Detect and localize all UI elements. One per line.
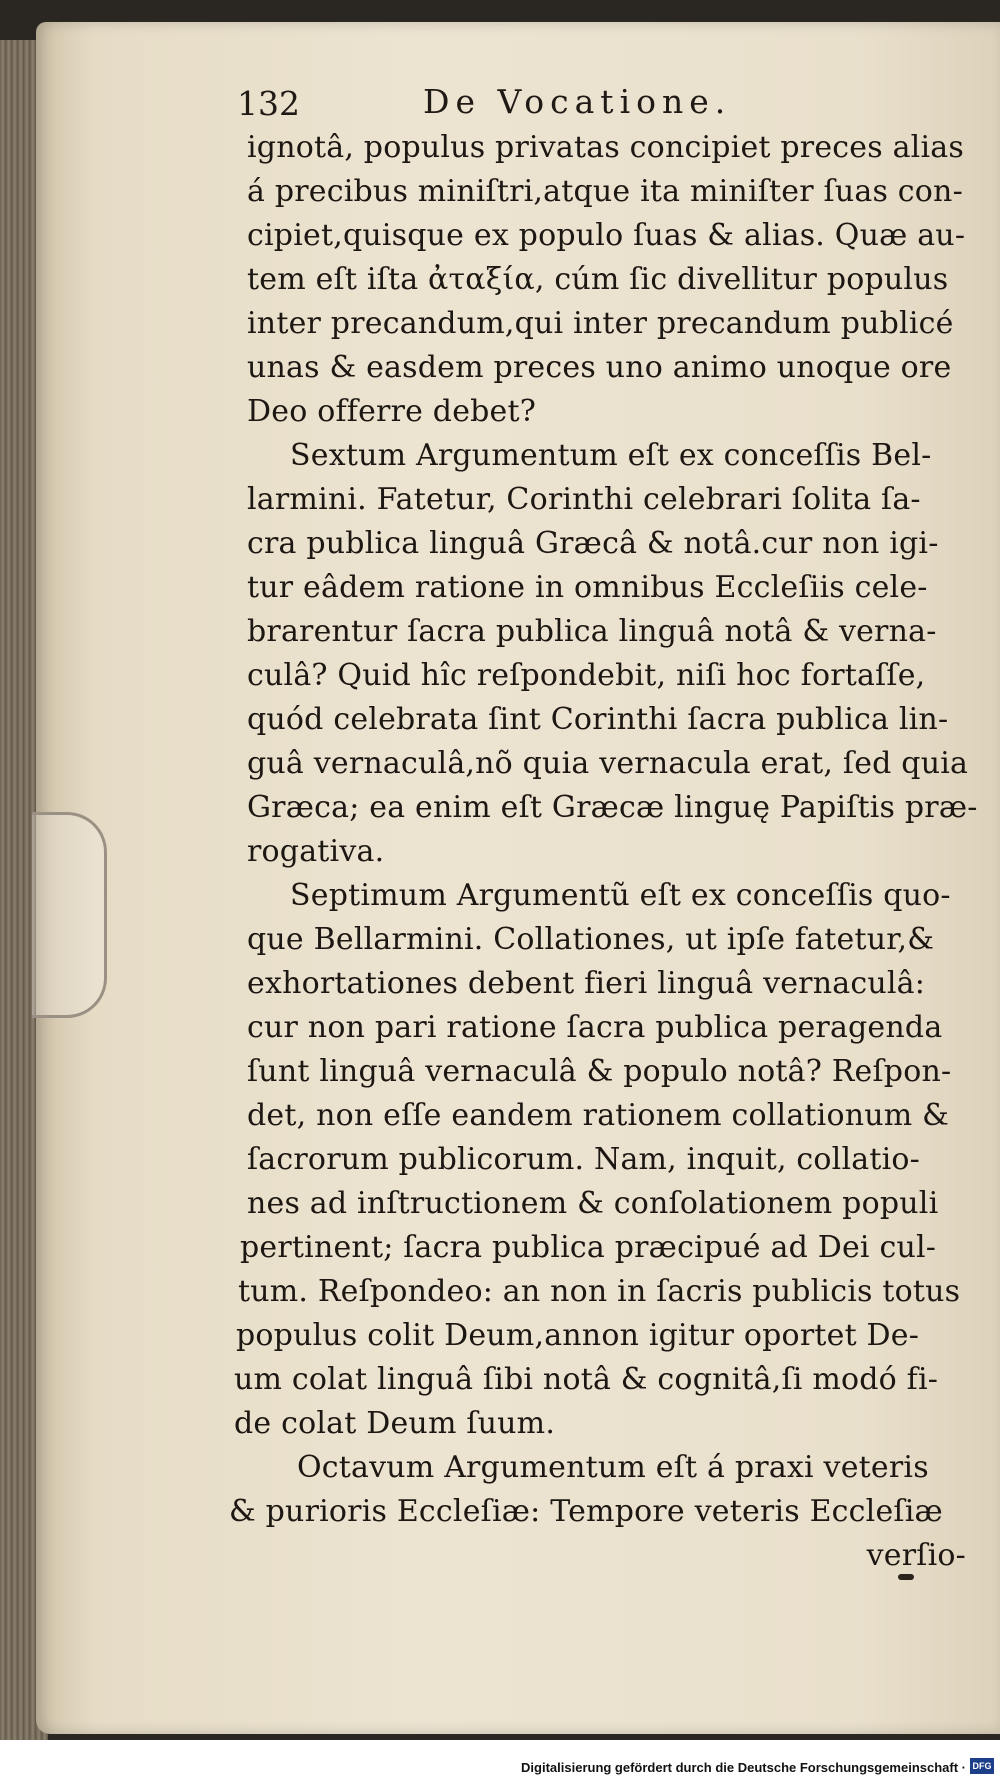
text-line: guâ vernaculâ,nõ quia vernacula erat, ſed quia: [247, 746, 969, 781]
text-line: pertinent; ſacra publica præcipué ad Dei cul-: [240, 1230, 937, 1265]
text-line: cur non pari ratione ſacra publica peragenda: [247, 1010, 943, 1045]
text-line: & purioris Eccleſiæ: Tempore veteris Eccleſiæ: [229, 1494, 943, 1529]
text-line: tem eſt iſta ἀταξία, cúm ſic divellitur populus: [247, 262, 949, 297]
text-line: exhortationes debent fieri linguâ vernaculâ:: [247, 966, 926, 1001]
text-line: ignotâ, populus privatas concipiet preces alias: [247, 130, 964, 165]
text-line: ſunt linguâ vernaculâ & populo notâ? Reſpon-: [247, 1054, 952, 1089]
text-line: det, non eſſe eandem rationem collationum &: [247, 1098, 950, 1133]
ink-mark: [898, 1574, 914, 1580]
text-line: tur eâdem ratione in omnibus Eccleſiis cele-: [247, 570, 928, 605]
text-line: cra publica linguâ Græcâ & notâ.cur non igi-: [247, 526, 939, 561]
text-line: inter precandum,qui inter precandum publicé: [247, 306, 954, 341]
text-line: populus colit Deum,annon igitur oportet De-: [236, 1318, 920, 1353]
text-line: Septimum Argumentũ eſt ex conceſſis quo-: [290, 878, 951, 913]
text-line: larmini. Fatetur, Corinthi celebrari ſolita ſa-: [247, 482, 921, 517]
text-line: tum. Reſpondeo: an non in ſacris publicis totus: [238, 1274, 961, 1309]
dfg-logo: DFG: [970, 1758, 994, 1774]
text-line: Sextum Argumentum eſt ex conceſſis Bel-: [290, 438, 932, 473]
text-line: Deo offerre debet?: [247, 394, 537, 429]
text-line: quód celebrata ſint Corinthi ſacra publica lin-: [247, 702, 949, 737]
text-line: unas & easdem preces uno animo unoque ore: [247, 350, 952, 385]
text-line: Octavum Argumentum eſt á praxi veteris: [297, 1450, 929, 1485]
text-line: culâ? Quid hîc reſpondebit, niſi hoc fortaſſe,: [247, 658, 926, 693]
text-line: brarentur ſacra publica linguâ notâ & verna-: [247, 614, 937, 649]
text-line: ſacrorum publicorum. Nam, inquit, collatio-: [247, 1142, 921, 1177]
text-line: rogativa.: [247, 834, 385, 869]
text-line: um colat linguâ ſibi notâ & cognitâ,ſi modó fi-: [234, 1362, 939, 1397]
page-number: 132: [237, 84, 300, 123]
text-line: Græca; ea enim eſt Græcæ linguę Papiſtis præ-: [247, 790, 978, 825]
text-line: que Bellarmini. Collationes, ut ipſe fatetur,&: [247, 922, 935, 957]
text-line: á precibus miniſtri,atque ita miniſter ſuas con-: [247, 174, 963, 209]
funding-credit: Digitalisierung gefördert durch die Deutsche Forschungsgemeinschaft ·: [521, 1760, 966, 1775]
running-head: De Vocatione.: [423, 82, 732, 121]
text-line: cipiet,quisque ex populo ſuas & alias. Quæ au-: [247, 218, 966, 253]
text-line: de colat Deum ſuum.: [234, 1406, 556, 1441]
catchword: verſio-: [866, 1538, 966, 1573]
text-line: nes ad inſtructionem & conſolationem populi: [247, 1186, 939, 1221]
